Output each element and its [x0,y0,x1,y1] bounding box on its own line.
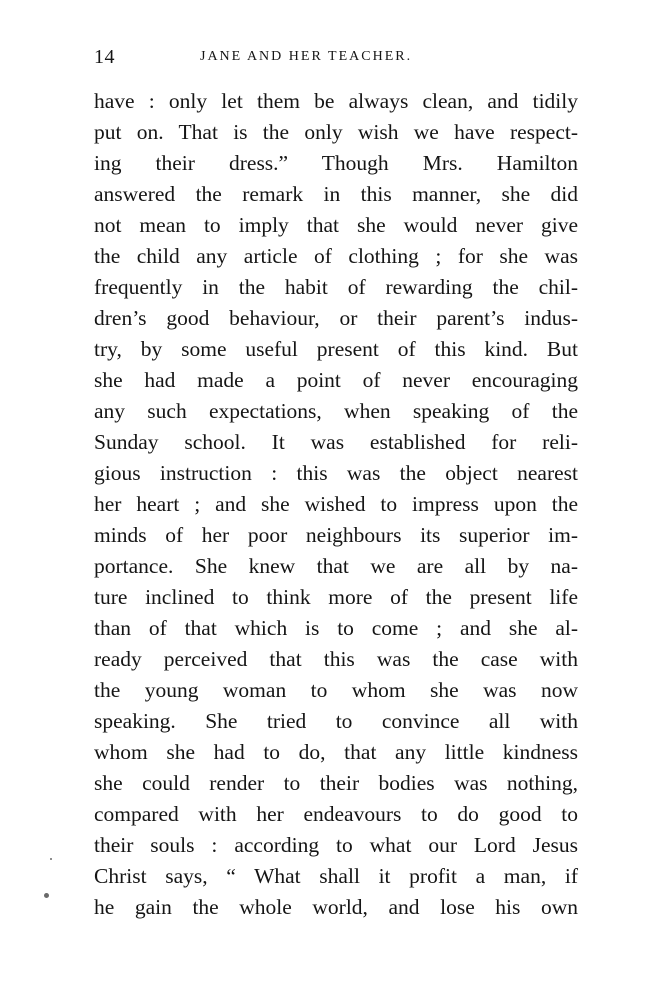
text-line: he gain the whole world, and lose his own [94,895,578,919]
text-line: answered the remark in this manner, she did [94,182,578,206]
text-line: whom she had to do, that any little kindness [94,740,578,764]
text-line: Christ says, “ What shall it profit a man, if [94,864,578,888]
text-line: ing their dress.” Though Mrs. Hamilton [94,151,578,175]
text-line: have : only let them be always clean, and tidily [94,89,578,113]
text-line: their souls : according to what our Lord Jesus [94,833,578,857]
page-header [94,46,578,70]
text-line: try, by some useful present of this kind. But [94,337,578,361]
page-number: 14 [94,46,115,68]
body-text [94,86,578,923]
margin-speck [44,893,49,898]
text-line: dren’s good behaviour, or their parent’s indus- [94,306,578,330]
text-line: any such expectations, when speaking of the [94,399,578,423]
text-line: ture inclined to think more of the present life [94,585,578,609]
text-line: the child any article of clothing ; for she was [94,244,578,268]
text-line: than of that which is to come ; and she al- [94,616,578,640]
text-line: put on. That is the only wish we have respect- [94,120,578,144]
text-line: minds of her poor neighbours its superior im- [94,523,578,547]
text-line: Sunday school. It was established for reli- [94,430,578,454]
running-title: JANE AND HER TEACHER. [200,49,413,64]
text-line: the young woman to whom she was now [94,678,578,702]
text-line: not mean to imply that she would never give [94,213,578,237]
text-line: her heart ; and she wished to impress upon the [94,492,578,516]
text-line: she had made a point of never encouraging [94,368,578,392]
margin-speck [50,858,52,860]
text-line: frequently in the habit of rewarding the chil- [94,275,578,299]
text-line: compared with her endeavours to do good to [94,802,578,826]
text-line: gious instruction : this was the object nearest [94,461,578,485]
text-line: portance. She knew that we are all by na- [94,554,578,578]
text-line: speaking. She tried to convince all with [94,709,578,733]
text-line: she could render to their bodies was nothing, [94,771,578,795]
text-line: ready perceived that this was the case with [94,647,578,671]
